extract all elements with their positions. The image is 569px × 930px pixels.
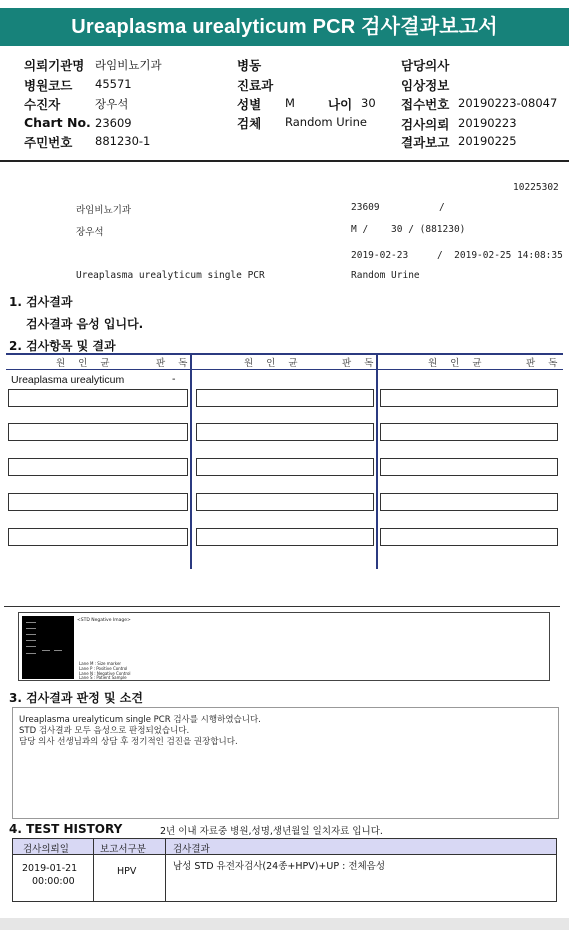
record-id: 10225302	[513, 182, 559, 193]
specimen-label: 검체	[237, 116, 262, 131]
institution-label: 의뢰기관명	[24, 58, 85, 73]
col-pathogen-2: 원 인 균	[244, 358, 303, 369]
result-cell	[196, 389, 374, 407]
col-judgement-1: 판 독	[156, 358, 193, 369]
patient-value: 장우석	[95, 97, 129, 111]
clinical-label: 임상정보	[401, 78, 450, 93]
request-value: 20190223	[458, 116, 517, 130]
gel-electrophoresis-image	[22, 616, 74, 679]
grid-col-divider-1	[190, 353, 192, 569]
report-date-value: 20190225	[458, 134, 517, 148]
history-row-date: 2019-01-21	[22, 863, 78, 874]
col-pathogen-3: 원 인 균	[428, 358, 487, 369]
age-value: 30	[361, 96, 376, 110]
age-label: 나이	[328, 97, 353, 112]
history-col-result: 검사결과	[173, 844, 210, 855]
grid-header-line	[6, 369, 563, 370]
finding-line-1: Ureaplasma urealyticum single PCR 검사를 시행하였습니다.	[19, 715, 261, 725]
report-title: Ureaplasma urealyticum PCR 검사결과보고서	[0, 8, 569, 46]
gel-image-box	[18, 612, 550, 681]
pathogen-result-1: -	[172, 373, 176, 385]
history-note: 2년 이내 자료중 병원,성명,생년월일 일치자료 입니다.	[160, 826, 383, 837]
record-specimen: Random Urine	[351, 270, 420, 281]
rrn-value: 881230-1	[95, 134, 151, 148]
result-cell	[380, 493, 558, 511]
pathogen-name-1: Ureaplasma urealyticum	[11, 374, 125, 386]
col-pathogen-1: 원 인 균	[56, 358, 115, 369]
result-cell	[196, 493, 374, 511]
result-cell	[8, 458, 188, 476]
report-date-label: 결과보고	[401, 135, 450, 150]
result-cell	[8, 528, 188, 546]
header-info	[0, 52, 569, 152]
section-1-summary: 검사결과 음성 입니다.	[26, 317, 144, 331]
history-row-result: 남성 STD 유전자검사(24종+HPV)+UP : 전체음성	[173, 861, 386, 872]
gel-legend-2: Lane P : Positive Control	[79, 666, 128, 671]
history-col-type: 보고서구분	[100, 844, 146, 855]
patient-label: 수진자	[24, 97, 61, 112]
request-label: 검사의뢰	[401, 117, 450, 132]
record-patient: 장우석	[76, 227, 104, 238]
history-row-time: 00:00:00	[32, 876, 75, 887]
dept-label: 진료과	[237, 78, 274, 93]
history-row-type: HPV	[117, 866, 137, 877]
result-cell	[380, 423, 558, 441]
chart-label: Chart No.	[24, 115, 91, 130]
history-col-divider-1	[93, 839, 94, 901]
receipt-value: 20190223-08047	[458, 96, 558, 110]
specimen-value: Random Urine	[285, 115, 367, 129]
header-divider	[0, 160, 569, 162]
result-cell	[196, 458, 374, 476]
result-cell	[380, 528, 558, 546]
record-institution: 라임비뇨기과	[76, 205, 132, 216]
hospital-code-value: 45571	[95, 77, 132, 91]
gel-legend-4: Lane S : Patient Sample	[79, 675, 127, 680]
findings-box	[12, 707, 559, 819]
institution-value: 라임비뇨기과	[95, 58, 162, 72]
gel-legend-3: Lane N : Negative Control	[79, 671, 131, 676]
result-cell	[8, 389, 188, 407]
record-date-request: 2019-02-23	[351, 250, 409, 261]
section-4-title: 4. TEST HISTORY	[9, 822, 123, 836]
section-3-title: 3. 검사결과 판정 및 소견	[9, 691, 143, 705]
chart-value: 23609	[95, 116, 132, 130]
rrn-label: 주민번호	[24, 135, 73, 150]
receipt-label: 접수번호	[401, 97, 450, 112]
gel-legend-1: Lane M : Size marker	[79, 661, 122, 666]
finding-line-2: STD 검사결과 모두 음성으로 판정되었습니다.	[19, 726, 190, 736]
history-col-divider-2	[165, 839, 166, 901]
grid-col-divider-2	[376, 353, 378, 569]
record-sex-age: M / 30 / (881230)	[351, 224, 466, 235]
history-header-row	[13, 839, 556, 855]
doctor-label: 담당의사	[401, 58, 450, 73]
history-col-date: 검사의뢰일	[23, 844, 69, 855]
result-cell	[8, 493, 188, 511]
result-cell	[8, 423, 188, 441]
section-2-title: 2. 검사항목 및 결과	[9, 339, 116, 353]
page-footer	[0, 918, 569, 930]
results-grid	[6, 353, 563, 569]
gel-divider	[4, 606, 560, 607]
sex-value: M	[285, 96, 295, 110]
history-table	[12, 838, 557, 902]
ward-label: 병동	[237, 58, 262, 73]
gel-title: <STD Negative Image>	[77, 618, 131, 623]
sex-label: 성별	[237, 97, 262, 112]
result-cell	[380, 458, 558, 476]
section-1-title: 1. 검사결과	[9, 295, 73, 309]
finding-line-3: 담당 의사 선생님과의 상담 후 정기적인 검진을 권장합니다.	[19, 737, 238, 747]
hospital-code-label: 병원코드	[24, 78, 73, 93]
result-cell	[196, 423, 374, 441]
result-cell	[380, 389, 558, 407]
record-slash: /	[439, 202, 445, 213]
record-chart: 23609	[351, 202, 380, 213]
record-date-report: / 2019-02-25 14:08:35	[437, 250, 563, 261]
result-cell	[196, 528, 374, 546]
col-judgement-2: 판 독	[342, 358, 379, 369]
record-test-name: Ureaplasma urealyticum single PCR	[76, 270, 265, 281]
col-judgement-3: 판 독	[526, 358, 563, 369]
